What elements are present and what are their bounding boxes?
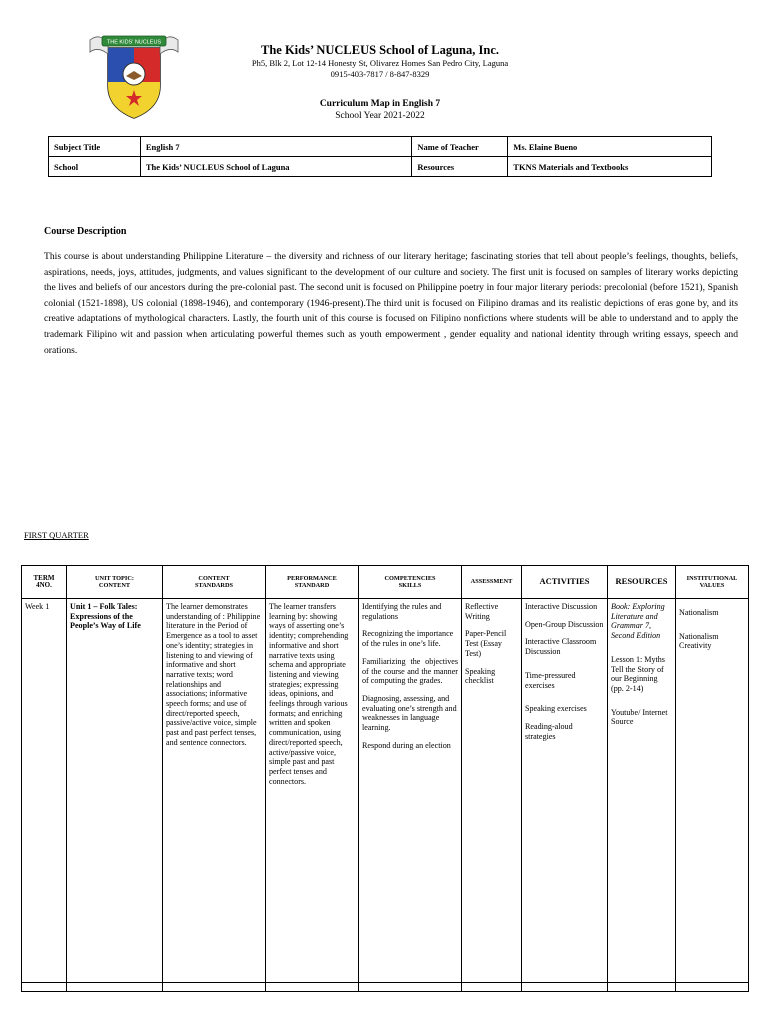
- header-assessment: ASSESSMENT: [462, 566, 522, 599]
- resources-value: TKNS Materials and Textbooks: [508, 157, 712, 177]
- resources-cell: [608, 599, 676, 983]
- header-resources: RESOURCES: [608, 566, 676, 599]
- empty-cell: [522, 983, 608, 992]
- activity-item: Interactive Discussion: [525, 602, 598, 611]
- course-description-text: This course is about understanding Philippine Literature – the diversity and richness of our literary heritage; fascinating stories that tell about people’s feelings, thoughts, beliefs, aspirations, needs, joys, attitudes, judgments, and values significant to the development of our culture and society. The first unit is focused on samples of literary works depicting the lives and beliefs of our ancestors during the pre-colonial past. The second unit is focused on Philippine poetry in four major literary periods: precolonial (before 1521), Spanish colonial (1521-1898), US colonial (1898-1946), and contemporary (1946-present).The third unit is focused on Filipino dramas and its realistic depictions of eras gone by, and its creative adaptations of mythological characters. Lastly, the fourth unit of this course is focused on Filipino nonfictions where students will be able to understand and to apply the trademark Filipino wit and passion when articulating powerful themes such as youth empowerment , gender equality and national identity through writing essays, speech and orations.: [44, 251, 738, 356]
- resource-item: Lesson 1: Myths Tell the Story of our Beginning (pp. 2-14): [611, 654, 665, 693]
- quarter-label: FIRST QUARTER: [24, 530, 89, 540]
- assessment-cell: [462, 599, 522, 983]
- empty-cell: [462, 983, 522, 992]
- competency-item: Familiarizing the objectives of the course and the manner of computing the grades.: [362, 656, 458, 686]
- activity-item: Time-pressured exercises: [525, 670, 576, 690]
- assessment-item: Reflective Writing: [465, 602, 499, 621]
- curriculum-empty-row: [22, 983, 749, 992]
- content-standards-cell: The learner demonstrates understanding of : Philippine literature in the Period of Emergence as a tool to asset one’s identity; strategies in listening to and viewing of informative and short narrative texts; word relationships and associations; informative speech forms; and use of direct/reported speech, passive/active voice, simple past and past perfect tenses, and sentence connectors.: [163, 599, 266, 983]
- empty-cell: [359, 983, 462, 992]
- school-name: The Kids’ NUCLEUS School of Laguna, Inc.: [260, 43, 499, 57]
- value-item: Nationalism Creativity: [679, 631, 719, 651]
- header-term: TERM 4NO.: [22, 566, 67, 599]
- school-value: The Kids’ NUCLEUS School of Laguna: [140, 157, 412, 177]
- school-label: School: [49, 157, 141, 177]
- empty-cell: [22, 983, 67, 992]
- activity-item: Speaking exercises: [525, 704, 587, 714]
- curriculum-header-row: [22, 566, 749, 599]
- info-table: [48, 136, 712, 177]
- empty-cell: [266, 983, 359, 992]
- header-activities: ACTIVITIES: [522, 566, 608, 599]
- header-content: CONTENT STANDARDS: [163, 566, 266, 599]
- empty-cell: [676, 983, 749, 992]
- resources-label: Resources: [412, 157, 508, 177]
- activity-item: Open-Group Discussion: [525, 619, 604, 629]
- svg-text:THE KIDS' NUCLEUS: THE KIDS' NUCLEUS: [106, 39, 162, 46]
- competency-item: Respond during an election: [362, 740, 451, 750]
- competency-item: Diagnosing, assessing, and evaluating one’s strength and weaknesses in language learning.: [362, 693, 457, 733]
- teacher-value: Ms. Elaine Bueno: [508, 137, 712, 157]
- activities-cell: [522, 599, 608, 983]
- empty-cell: [608, 983, 676, 992]
- header-performance: PERFORMANCE STANDARD: [266, 566, 359, 599]
- school-logo: [88, 26, 180, 122]
- unit-cell: Unit 1 – Folk Tales: Expressions of the People’s Way of Life: [67, 599, 163, 983]
- course-description-title: Course Description: [44, 226, 127, 237]
- curriculum-table: [21, 565, 749, 992]
- header-unit: UNIT TOPIC: CONTENT: [67, 566, 163, 599]
- info-row-subject: [49, 137, 712, 157]
- header-competencies: COMPETENCIES SKILLS: [359, 566, 462, 599]
- values-cell: [676, 599, 749, 983]
- subject-title-value: English 7: [140, 137, 412, 157]
- resource-item: Book: Exploring Literature and Grammar 7, Second Edition: [611, 602, 665, 641]
- school-phone: 0915-403-7817 / 8-847-8329: [330, 69, 430, 79]
- school-year: School Year 2021-2022: [335, 111, 425, 121]
- empty-cell: [163, 983, 266, 992]
- assessment-item: Speaking checklist: [465, 666, 496, 686]
- school-address: Ph5, Blk 2, Lot 12-14 Honesty St, Olivarez Homes San Pedro City, Laguna: [251, 58, 509, 68]
- curriculum-week-row: [22, 599, 749, 983]
- competencies-cell: [359, 599, 462, 983]
- assessment-item: Paper-Pencil Test (Essay Test): [465, 629, 507, 658]
- resource-item: Youtube/ Internet Source: [611, 707, 668, 727]
- info-row-school: [49, 157, 712, 177]
- document-title: Curriculum Map in English 7: [319, 99, 441, 109]
- teacher-label: Name of Teacher: [412, 137, 508, 157]
- performance-standard-cell: The learner transfers learning by: showing ways of asserting one’s identity; comprehending informative and short narrative texts using schema and appropriate listening and viewing strategies; expressing ideas, opinions, and feelings through various formats; and enriching written and spoken communication, using direct/reported speech, active/passive voice, simple past and past perfect tenses and connectors.: [266, 599, 359, 983]
- competency-item: Recognizing the importance of the rules in one’s life.: [362, 629, 454, 649]
- week-cell: Week 1: [22, 599, 67, 983]
- activity-item: Interactive Classroom Discussion: [525, 637, 597, 657]
- subject-title-label: Subject Title: [49, 137, 141, 157]
- competency-item: Identifying the rules and regulations: [362, 602, 442, 621]
- value-item: Nationalism: [679, 608, 719, 617]
- activity-item: Reading-aloud strategies: [525, 721, 573, 741]
- header-values: INSTITUTIONAL VALUES: [676, 566, 749, 599]
- empty-cell: [67, 983, 163, 992]
